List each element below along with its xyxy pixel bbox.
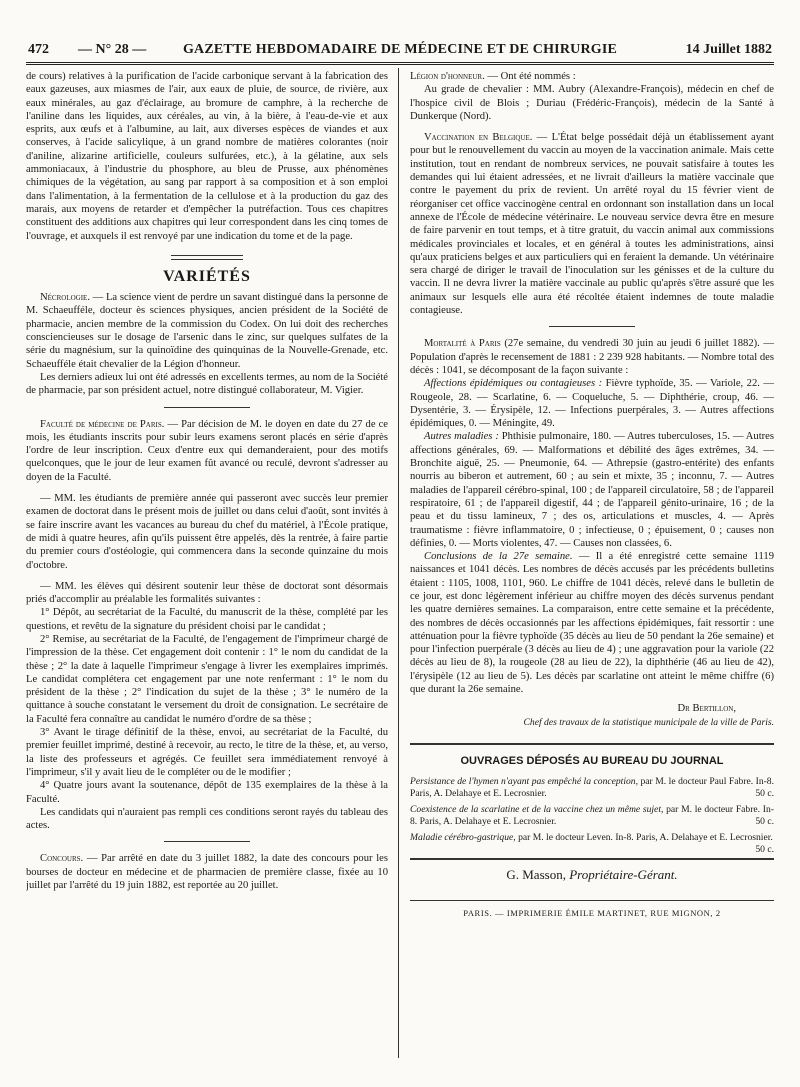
- right-column: [410, 70, 774, 1070]
- thesis-step-3: 3° Avant le tirage définitif de la thèse, envoi, au secrétariat de la Faculté, du premier feuillet imprimé, destiné à recevoir, au recto, le titre de la thèse, et, au verso, la liste des professeurs et agrégés. Ce feuillet sera immédiatement renvoyé à l'imprimeur, s'il y avait lieu de le compléter ou de le modifier ;: [26, 727, 388, 778]
- varietes-heading: VARIÉTÉS: [163, 267, 251, 285]
- other-diseases-paragraph: [410, 430, 774, 550]
- book-entry: [410, 776, 774, 800]
- legion-paragraph: [410, 70, 774, 83]
- necrologie-label: Nécrologie.: [40, 292, 90, 304]
- faculte-label: Faculté de médecine de Paris.: [40, 418, 165, 430]
- conclusions-paragraph: [410, 550, 774, 696]
- owner-role: Propriétaire-Gérant.: [569, 867, 678, 883]
- book-entry: [410, 804, 774, 828]
- faculte-paragraph-3: — MM. les élèves qui désirent soutenir leur thèse de doctorat sont désormais priés d'accomplir au préalable les formalités suivantes :: [26, 580, 388, 606]
- page-header: [26, 36, 774, 65]
- issue-number: — N° 28 —: [78, 42, 147, 57]
- necrologie-paragraph: [26, 291, 388, 371]
- faculte-paragraph-2: — MM. les étudiants de première année qui passeront avec succès leur premier examen de doctorat dans le présent mois de juillet ou dans celui d'août, sont invités à se faire inscrire avant les vacances au bureau du chef du matériel, à l'École pratique, de midi à quatre heures, afin qu'ils puissent être appelés, dès la rentrée, à faire partie du premier cours d'ostéologie, qui commencera dans la seconde quinzaine du mois d'octobre.: [26, 493, 388, 571]
- article-separator: [164, 841, 250, 842]
- other-diseases-text: Phthisie pulmonaire, 180. — Autres tuberculoses, 15. — Autres affections générales, 69. — Malformations et débilité des âges extrêmes, 34. — Bronchite aiguë, 25. — Pneumonie, 64. — Athrepsie (gastro-entérite) des enfants nourris au biberon et autrement, 60 ; au sein et mixte, 35 ; inconnu, 7. — Autres maladies de l'appareil cérébro-spinal, 100 ; de l'appareil circulatoire, 58 ; de l'appareil respiratoire, 61 ; de l'appareil digestif, 44 ; de l'appareil génito-urinaire, 16 ; de la peau et du tissu lamineux, 7 ; des os, articulations et muscles, 4. — Après traumatisme : fièvre inflammatoire, 0 ; infectieuse, 0 ; épuisement, 0 ; causes non définies, 0. — Morts violentes, 47. — Causes non classées, 6.: [410, 431, 774, 549]
- thesis-step-1: 1° Dépôt, au secrétariat de la Faculté, du manuscrit de la thèse, complété par les questions, et revêtu de la signature du président choisi par le candidat ;: [26, 607, 388, 632]
- mortalite-label: Mortalité à Paris: [424, 338, 501, 350]
- conclusions-text: — Il a été enregistré cette semaine 1119 naissances et 1041 décès. Les nombres de décès accusés par les précédents bulletins étaient : 1105, 1008, 1101, 960. Le chiffre de 1041 décès, relevé dans le bulletin de ce jour, est donc légèrement inférieur au chiffre moyen des décès survenus pendant les quatre dernières semaines. La comparaison, entre cette semaine et la précédente, des nombres de décès occasionnés par les affections épidémiques, fait ressortir : une atténuation pour la fièvre typhoïde (35 décès au lieu de 50 pendant la 26e semaine) et pour l'infection puerpérale (3 décès au lieu de 4) ; une aggravation pour la variole (22 décès au lieu de 8), la rougeole (28 au lieu de 22), la diphthérie (46 au lieu de 42), l'érysipèle (12 au lieu de 5). Les décès par scarlatine ont atteint le même chiffre (6) que durant la 26e semaine.: [410, 551, 774, 696]
- ouvrages-heading: OUVRAGES DÉPOSÉS AU BUREAU DU JOURNAL: [410, 743, 774, 768]
- column-divider: [398, 68, 399, 1058]
- necrologie-paragraph-2: Les derniers adieux lui ont été adressés en excellents termes, au nom de la Société de pharmacie, par son président actuel, notre distingué collaborateur, M. Vigier.: [26, 371, 388, 397]
- signature: Dr Bertillon,: [677, 703, 736, 715]
- legion-text: — Ont été nommés :: [484, 71, 576, 82]
- issue-date: 14 Juillet 1882: [685, 42, 772, 57]
- book-title: Maladie cérébro-gastrique,: [410, 832, 516, 844]
- book-entry: [410, 832, 774, 856]
- faculte-text: — Par décision de M. le doyen en date du 27 de ce mois, les étudiants inscrits pour subir leurs examens seront placés en série d'après l'ordre de leur inscription. Ceux d'entre eux qui demanderaient, pour des motifs quelconques, que le jour de leur examen fût avancé ou reculé, devront s'adresser au doyen de la Faculté.: [26, 418, 388, 483]
- owner-line: [410, 858, 774, 881]
- concours-label: Concours.: [40, 853, 84, 865]
- mortalite-paragraph: [410, 337, 774, 377]
- vaccination-label: Vaccination en Belgique.: [424, 132, 533, 144]
- concours-text: — Par arrêté en date du 3 juillet 1882, la date des concours pour les bourses de docteur en médecine et de pharmacien de première classe, fixée au 10 juillet par l'arrêté du 19 juin 1882, est reportée au 20 juillet.: [26, 853, 388, 892]
- owner-name: G. Masson,: [506, 867, 566, 883]
- concours-paragraph: [26, 852, 388, 892]
- article-separator: [164, 407, 250, 408]
- book-price: 50 c.: [755, 788, 774, 800]
- book-details: par M. le docteur Leven. In-8. Paris, A. Delahaye et E. Lecrosnier.: [515, 832, 773, 844]
- conclusions-label: Conclusions de la 27e semaine.: [424, 551, 573, 563]
- mortalite-text: (27e semaine, du vendredi 30 juin au jeudi 6 juillet 1882). — Population d'après le recensement de 1881 : 2 239 928 habitants. — Nombre total des décès : 1041, se décomposant de la façon suivante :: [410, 338, 774, 376]
- intro-paragraph: de cours) relatives à la purification de l'acide carbonique servant à la fabrication des eaux gazeuses, aux miasmes de l'air, aux eaux de pluie, de source, de rivière, aux eaux minérales, au gaz d'éclairage, au bromure de camphre, à la recherche de l'aniline dans les liquides, aux céréales, au vin, à la bière, à l'eau-de-vie et aux esprits, aux œufs et à l'albumine, au lait, aux diverses espèces de viandes et aux conserves, à l'acide salicylique, à un grand nombre de matières colorantes (noir d'aniline, alizarine artificielle, couleurs sulfurées, etc.), à la gélatine, aux sels ammoniacaux, à l'industrie du phosphore, au bleu de Prusse, aux phénomènes chimiques de la végétation, au sang par rapport à sa composition et à son emploi dans l'alimentation, à la fermentation de la cellulose et à la production du gaz des marais, aux moyens de retarder et d'empêcher la putréfaction. Tous ces chapitres constituent des additions aux chapitres qui leur correspondent dans les cinq tomes de l'ouvrage, et auxquels il est renvoyé par une indication du tome et de la page.: [26, 71, 388, 242]
- section-rule: [171, 255, 243, 260]
- book-details: par M. le docteur Fabre. In-8. Paris, A. Delahaye et E. Lecrosnier.: [410, 804, 774, 828]
- legion-paragraph-2: Au grade de chevalier : MM. Aubry (Alexandre-François), médecin en chef de l'hospice civil de Blois ; Duriau (Frédéric-François), médecin de la Santé à Dunkerque (Nord).: [410, 84, 774, 122]
- epidemic-label: Affections épidémiques ou contagieuses :: [424, 378, 603, 390]
- vaccination-paragraph: [410, 131, 774, 317]
- book-price: 50 c.: [755, 844, 774, 856]
- book-title: Persistance de l'hymen n'ayant pas empêché la conception,: [410, 776, 639, 788]
- page-number: 472: [28, 42, 49, 57]
- thesis-step-5: Les candidats qui n'auraient pas rempli ces conditions seront rayés du tableau des actes.: [26, 806, 388, 832]
- left-column: [26, 70, 388, 1070]
- journal-title: GAZETTE HEBDOMADAIRE DE MÉDECINE ET DE CHIRURGIE: [182, 42, 618, 57]
- thesis-step-4: 4° Quatre jours avant la soutenance, dépôt de 135 exemplaires de la thèse à la Faculté.: [26, 780, 388, 805]
- book-title: Coexistence de la scarlatine et de la vaccine chez un même sujet,: [410, 804, 664, 816]
- epidemic-text: Fièvre typhoïde, 35. — Variole, 22. — Rougeole, 28. — Scarlatine, 6. — Coqueluche, 5. — Diphthérie, croup, 46. — Dysentérie, 3. — Érysipèle, 12. — Infections puerpérales, 3. — Autres affections épidémiques, 0. — Méningite, 49.: [410, 378, 774, 430]
- thesis-step-2: 2° Remise, au secrétariat de la Faculté, de l'engagement de l'imprimeur chargé de l'impression de la thèse. Cet engagement doit contenir : 1° le nom du candidat de la thèse ; 2° la date à laquelle l'imprimeur s'engage à livrer les exemplaires imprimés. Le candidat complétera cet engagement par une note renfermant : 1° le nom du président de la thèse ; 2° l'indication du sujet de la thèse ; 3° le numéro de la quittance à souche constatant le versement du droit de consignation. Le secrétaire de la Faculté fera connaître au candidat le numéro d'ordre de sa thèse ;: [26, 633, 388, 725]
- legion-label: Légion d'honneur.: [410, 71, 485, 82]
- book-details: par M. le docteur Paul Fabre. In-8. Paris, A. Delahaye et E. Lecrosnier.: [410, 776, 774, 800]
- necrologie-text: — La science vient de perdre un savant distingué dans la personne de M. Schaeufféle, docteur ès sciences physiques, ancien président de la Société de pharmacie, ancien membre de la commission du Codex. On lui doit des recherches consciencieuses sur le dosage de l'arsenic dans le zinc, sur quelques sulfates de la série du magnésium, sur la quinoïdine des quinquinas de la Nouvelle-Grenade, etc. Schaeufféle était chevalier de la Légion d'honneur.: [26, 292, 388, 370]
- epidemic-paragraph: [410, 377, 774, 430]
- signature-role: Chef des travaux de la statistique municipale de la ville de Paris.: [523, 716, 774, 728]
- faculte-paragraph: [26, 418, 388, 484]
- printer-line: PARIS. — IMPRIMERIE ÉMILE MARTINET, RUE MIGNON, 2: [410, 900, 774, 920]
- vaccination-text: — L'État belge possédait déjà un établissement ayant pour but le renouvellement du vaccin au moyen de la vaccination animale. Mais cette institution, tout en rendant de nombreux services, ne pouvait satisfaire à toutes les demandes qui lui étaient adressées, et ne livrait d'ailleurs la matière vaccinale que contre le payement du prix de revient. Un arrêté royal du 15 février vient de réorganiser cet office vaccinogène central en ordonnant son installation dans un local annexe de l'École de médecine vétérinaire. Le nouveau service devra être en mesure de faire parvenir en tout temps, et à titre gratuit, du vaccin animal aux commissions médicales provinciales et locales, et en général à toutes les administrations, ainsi qu'aux praticiens belges et aux particuliers qui en feraient la demande. Un vétérinaire sera chargé de diriger le travail de l'inoculation sur les génisses et de la culture du vaccin. Il ne devra livrer la matière vaccinale au public qu'après s'être assuré que les animaux sur lesquels elle aura été récoltée étaient indemnes de toute maladie contagieuse.: [410, 132, 774, 317]
- book-price: 50 c.: [755, 816, 774, 828]
- other-diseases-label: Autres maladies :: [424, 431, 499, 443]
- article-separator: [549, 326, 635, 327]
